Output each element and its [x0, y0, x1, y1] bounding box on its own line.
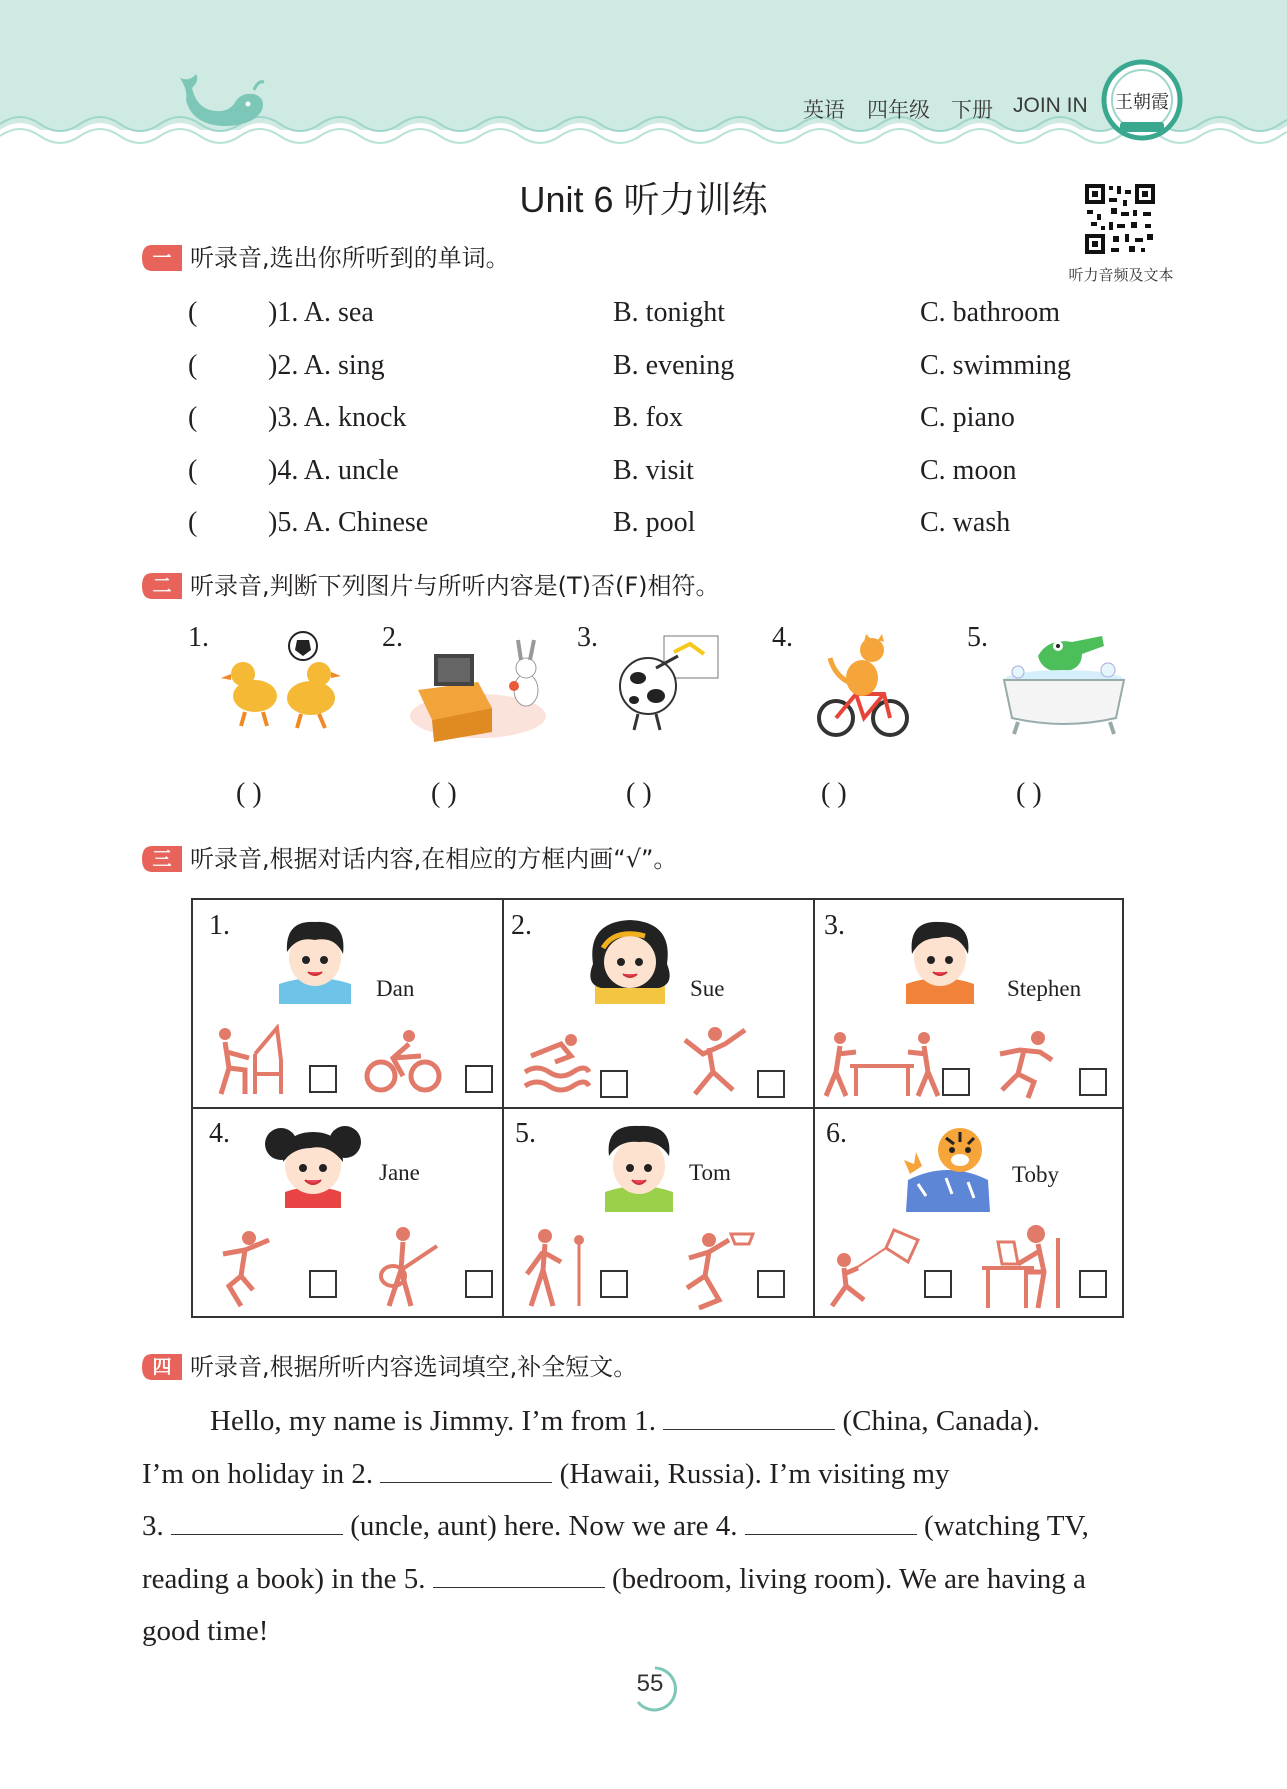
option-b: B. visit — [613, 455, 694, 486]
ducks-football-icon — [215, 628, 350, 738]
answer-paren[interactable]: ( ) — [431, 778, 457, 809]
answer-paren[interactable]: ( — [188, 350, 198, 381]
option-b: B. evening — [613, 350, 735, 381]
header-grade: 四年级 — [867, 99, 930, 122]
grid-cell-tom: 5. Tom — [503, 1108, 814, 1318]
kite-icon — [824, 1226, 928, 1310]
piano-icon — [215, 1024, 285, 1098]
option-c: C. bathroom — [920, 297, 1060, 328]
girl-jane-avatar — [263, 1118, 363, 1208]
passage-line: Hello, my name is Jimmy. I’m from 1. (China, Canada). — [142, 1395, 1176, 1447]
blank-4[interactable] — [745, 1504, 917, 1535]
answer-paren[interactable]: ( — [188, 297, 198, 328]
checkbox[interactable] — [600, 1070, 628, 1098]
checkbox[interactable] — [924, 1270, 952, 1298]
picture-number: 1. — [188, 622, 209, 653]
section1-instruction: 听录音,选出你所听到的单词。 — [190, 244, 510, 272]
checkbox[interactable] — [757, 1270, 785, 1298]
blank-1[interactable] — [663, 1399, 835, 1430]
grid-cell-dan: 1. Dan — [193, 900, 504, 1110]
whale-icon — [170, 70, 270, 134]
qr-caption: 听力音频及文本 — [1068, 266, 1174, 284]
page-header — [0, 0, 1287, 150]
option-a: )4. A. uncle — [268, 455, 399, 486]
girl-sue-avatar — [585, 914, 675, 1004]
blank-5[interactable] — [433, 1557, 605, 1588]
picture-number: 2. — [382, 622, 403, 653]
cycling-icon — [363, 1028, 443, 1098]
checkbox[interactable] — [465, 1270, 493, 1298]
activity-grid — [191, 898, 1124, 1318]
guitar-icon — [377, 1226, 447, 1310]
picture-number: 5. — [967, 622, 988, 653]
option-a: )5. A. Chinese — [268, 507, 429, 538]
answer-paren[interactable]: ( ) — [1016, 778, 1042, 809]
tiger-toby-avatar — [898, 1120, 998, 1212]
crocodile-bathtub-icon — [998, 626, 1133, 746]
page-title: Unit 6 听力训练 — [519, 179, 768, 220]
picture-number: 3. — [577, 622, 598, 653]
option-c: C. wash — [920, 507, 1011, 538]
option-c: C. swimming — [920, 350, 1071, 381]
passage-line: 3. (uncle, aunt) here. Now we are 4. (watching TV, — [142, 1500, 1176, 1552]
grid-cell-jane: 4. Jane — [193, 1108, 504, 1318]
checkbox[interactable] — [942, 1068, 970, 1096]
section2-instruction: 听录音,判断下列图片与所听内容是(T)否(F)相符。 — [190, 572, 720, 600]
grid-cell-stephen: 3. Stephen — [814, 900, 1125, 1110]
option-c: C. piano — [920, 402, 1015, 433]
answer-paren[interactable]: ( ) — [236, 778, 262, 809]
option-a: )2. A. sing — [268, 350, 385, 381]
dancing-icon — [219, 1230, 279, 1310]
brand-logo — [1100, 58, 1184, 142]
running-icon — [994, 1030, 1058, 1100]
section4-badge: 四 — [142, 1354, 182, 1380]
answer-paren[interactable]: ( — [188, 507, 198, 538]
option-c: C. moon — [920, 455, 1017, 486]
section1-badge: 一 — [142, 245, 182, 271]
header-edition: JOIN IN — [1013, 94, 1088, 117]
singing-icon — [521, 1226, 597, 1310]
answer-paren[interactable]: ( ) — [821, 778, 847, 809]
basketball-icon — [679, 1228, 755, 1310]
section4-instruction: 听录音,根据所听内容选词填空,补全短文。 — [190, 1353, 638, 1381]
header-subject: 英语 — [803, 99, 845, 122]
boy-stephen-avatar — [900, 914, 980, 1004]
answer-paren[interactable]: ( ) — [626, 778, 652, 809]
swimming-icon — [521, 1032, 591, 1098]
section2-badge: 二 — [142, 573, 182, 599]
cow-painting-icon — [612, 630, 722, 735]
checkbox[interactable] — [1079, 1068, 1107, 1096]
option-a: )3. A. knock — [268, 402, 407, 433]
cat-bicycle-icon — [814, 634, 914, 744]
answer-paren[interactable]: ( — [188, 402, 198, 433]
header-term: 下册 — [951, 99, 993, 122]
dancing-icon — [679, 1024, 753, 1098]
checkbox[interactable] — [757, 1070, 785, 1098]
option-b: B. fox — [613, 402, 683, 433]
passage-line: reading a book) in the 5. (bedroom, living room). We are having a — [142, 1553, 1176, 1605]
tv-rabbit-icon — [408, 628, 558, 748]
checkbox[interactable] — [309, 1270, 337, 1298]
boy-dan-avatar — [275, 914, 355, 1004]
page-number: 55 — [636, 1670, 664, 1697]
table-tennis-icon — [820, 1030, 944, 1100]
checkbox[interactable] — [600, 1270, 628, 1298]
option-a: )1. A. sea — [268, 297, 374, 328]
boy-tom-avatar — [599, 1120, 679, 1212]
passage-line: good time! — [142, 1615, 269, 1647]
checkbox[interactable] — [1079, 1270, 1107, 1298]
qr-code-icon[interactable] — [1083, 182, 1157, 256]
option-b: B. tonight — [613, 297, 726, 328]
computer-icon — [978, 1224, 1068, 1310]
picture-number: 4. — [772, 622, 793, 653]
passage-line: I’m on holiday in 2. (Hawaii, Russia). I’m visiting my — [142, 1448, 1176, 1500]
grid-cell-sue: 2. Sue — [503, 900, 814, 1110]
checkbox[interactable] — [465, 1065, 493, 1093]
option-b: B. pool — [613, 507, 696, 538]
section3-instruction: 听录音,根据对话内容,在相应的方框内画“√”。 — [190, 845, 678, 873]
answer-paren[interactable]: ( — [188, 455, 198, 486]
blank-2[interactable] — [380, 1452, 552, 1483]
logo-text: 王朝霞 — [1115, 92, 1169, 113]
checkbox[interactable] — [309, 1065, 337, 1093]
blank-3[interactable] — [171, 1504, 343, 1535]
section3-badge: 三 — [142, 846, 182, 872]
grid-cell-toby: 6. Toby — [814, 1108, 1125, 1318]
